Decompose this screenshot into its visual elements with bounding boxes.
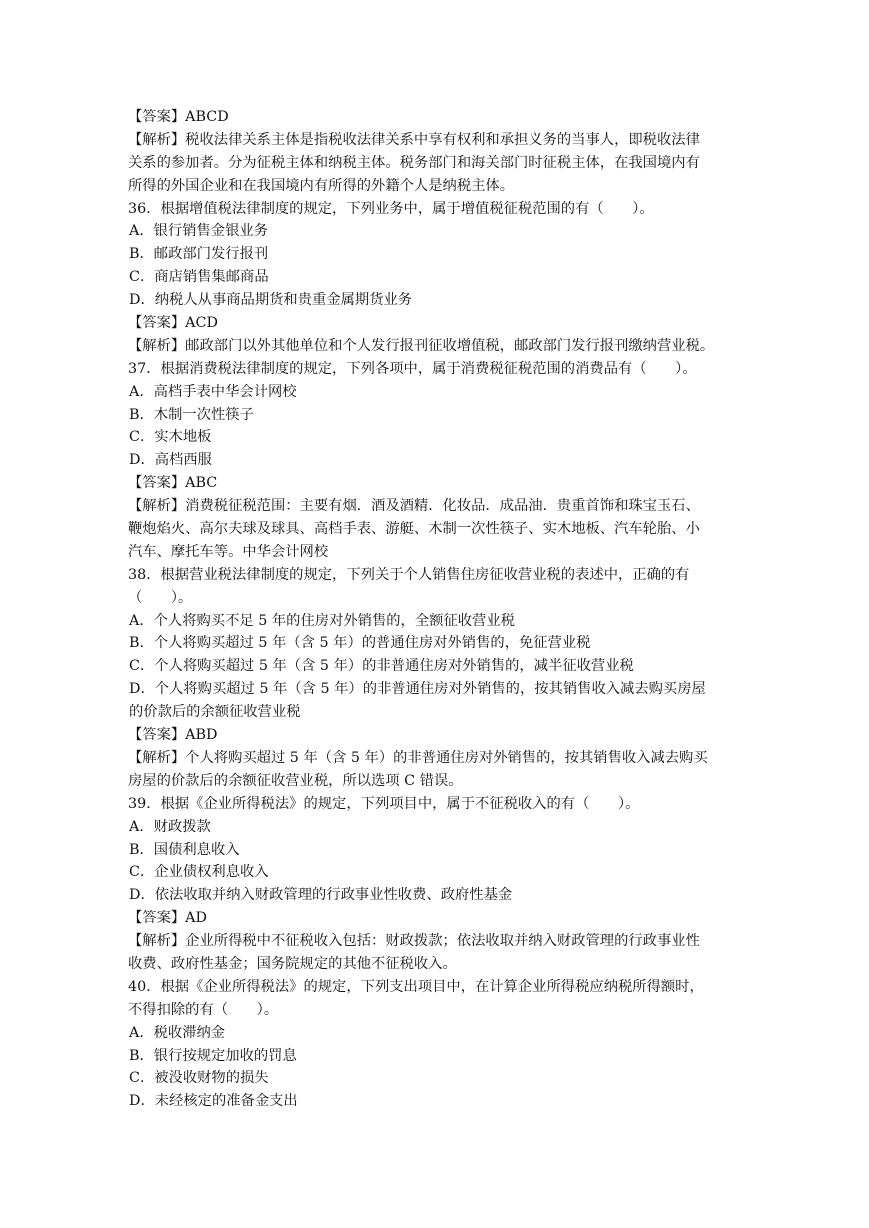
option-line: C．实木地板 [129,429,212,446]
option-line: D．未经核定的准备金支出 [129,1093,298,1110]
answer-block [128,312,748,335]
question-block [128,564,748,610]
option-block [128,1067,748,1090]
question-block [128,358,748,381]
option-block [128,289,748,312]
option-block [128,610,748,633]
option-line: C．个人将购买超过 5 年（含 5 年）的非普通住房对外销售的，减半征收营业税 [129,658,634,675]
analysis-line: 【解析】企业所得税中不征税收入包括：财政拨款；依法收取并纳入财政管理的行政事业性 [128,933,700,950]
answer-line: 【答案】ABC [128,475,218,492]
option-line: B．个人将购买超过 5 年（含 5 年）的普通住房对外销售的，免征营业税 [129,635,591,652]
option-block [128,1022,748,1045]
option-block [128,220,748,243]
analysis-block [128,495,748,564]
question-block [128,976,748,1022]
answer-line: 【答案】ABCD [128,109,229,125]
analysis-block [128,930,748,976]
answer-block [128,106,748,129]
option-block [128,381,748,404]
option-line: A．财政拨款 [129,818,211,835]
analysis-line: 【解析】税收法律关系主体是指税收法律关系中享有权利和承担义务的当事人，即税收法律 [128,131,700,148]
option-line: B．木制一次性筷子 [129,406,254,423]
option-line: A．高档手表中华会计网校 [129,383,297,400]
option-block [128,1045,748,1068]
question-line: 39．根据《企业所得税法》的规定，下列项目中，属于不征税收入的有（ ）。 [128,795,640,812]
analysis-line: 【解析】邮政部门以外其他单位和个人发行报刊征收增值税，邮政部门发行报刊缴纳营业税。 [128,337,715,354]
option-block [128,884,748,907]
answer-block [128,907,748,930]
analysis-line: 鞭炮焰火、高尔夫球及球具、高档手表、游艇、木制一次性筷子、实木地板、汽车轮胎、小 [128,521,700,538]
analysis-block [128,747,748,793]
option-block [128,632,748,655]
option-line: D．高档西服 [129,452,212,469]
analysis-block [128,335,748,358]
option-line: D．依法收取并纳入财政管理的行政事业性收费、政府性基金 [129,887,513,904]
analysis-line: 【解析】个人将购买超过 5 年（含 5 年）的非普通住房对外销售的，按其销售收入减去购买 [128,749,708,766]
analysis-line: 所得的外国企业和在我国境内有所得的外籍个人是纳税主体。 [128,177,515,194]
question-line: （ ）。 [128,589,193,606]
analysis-line: 关系的参加者。分为征税主体和纳税主体。税务部门和海关部门时征税主体，在我国境内有 [128,154,700,171]
option-block [128,861,748,884]
option-block [128,816,748,839]
option-line: D．个人将购买超过 5 年（含 5 年）的非普通住房对外销售的，按其销售收入减去购买房屋 [129,681,706,698]
option-line: 的价款后的余额征收营业税 [129,704,301,721]
option-line: D．纳税人从事商品期货和贵重金属期货业务 [129,292,413,309]
question-line: 37．根据消费税法律制度的规定，下列各项中，属于消费税征税范围的消费品有（ ）。 [128,360,697,377]
option-line: A．银行销售金银业务 [129,223,268,240]
analysis-block [128,129,748,198]
document-page [128,106,748,1113]
question-line: 不得扣除的有（ ）。 [128,1001,279,1018]
answer-block [128,724,748,747]
option-line: B．国债利息收入 [129,841,240,858]
analysis-line: 收费、政府性基金；国务院规定的其他不征税收入。 [128,955,457,972]
question-line: 40．根据《企业所得税法》的规定，下列支出项目中，在计算企业所得税应纳税所得额时， [128,978,704,995]
option-line: C．商店销售集邮商品 [129,269,269,286]
option-line: C．企业债权利息收入 [129,864,269,881]
option-line: B．邮政部门发行报刊 [129,246,269,263]
analysis-line: 【解析】消费税征税范围：主要有烟．酒及酒精．化妆品．成品油．贵重首饰和珠宝玉石、 [128,498,700,515]
option-line: B．银行按规定加收的罚息 [129,1047,297,1064]
option-block [128,655,748,678]
option-block [128,243,748,266]
analysis-line: 汽车、摩托车等。中华会计网校 [128,543,329,560]
option-block [128,839,748,862]
option-block [128,678,748,724]
question-line: 36．根据增值税法律制度的规定，下列业务中，属于增值税征税范围的有（ ）。 [128,200,654,217]
answer-line: 【答案】ABD [128,727,218,744]
option-block [128,1090,748,1113]
option-block [128,449,748,472]
option-line: C．被没收财物的损失 [129,1070,269,1087]
question-block [128,198,748,221]
option-block [128,426,748,449]
option-block [128,404,748,427]
analysis-line: 房屋的价款后的余额征收营业税，所以选项 C 错误。 [128,772,463,789]
question-line: 38．根据营业税法律制度的规定，下列关于个人销售住房征收营业税的表述中，正确的有 [128,566,690,583]
answer-line: 【答案】ACD [128,315,218,332]
answer-block [128,472,748,495]
option-line: A．个人将购买不足 5 年的住房对外销售的，全额征收营业税 [129,612,515,629]
option-block [128,266,748,289]
answer-line: 【答案】AD [128,910,207,927]
question-block [128,793,748,816]
option-line: A．税收滞纳金 [129,1024,226,1041]
